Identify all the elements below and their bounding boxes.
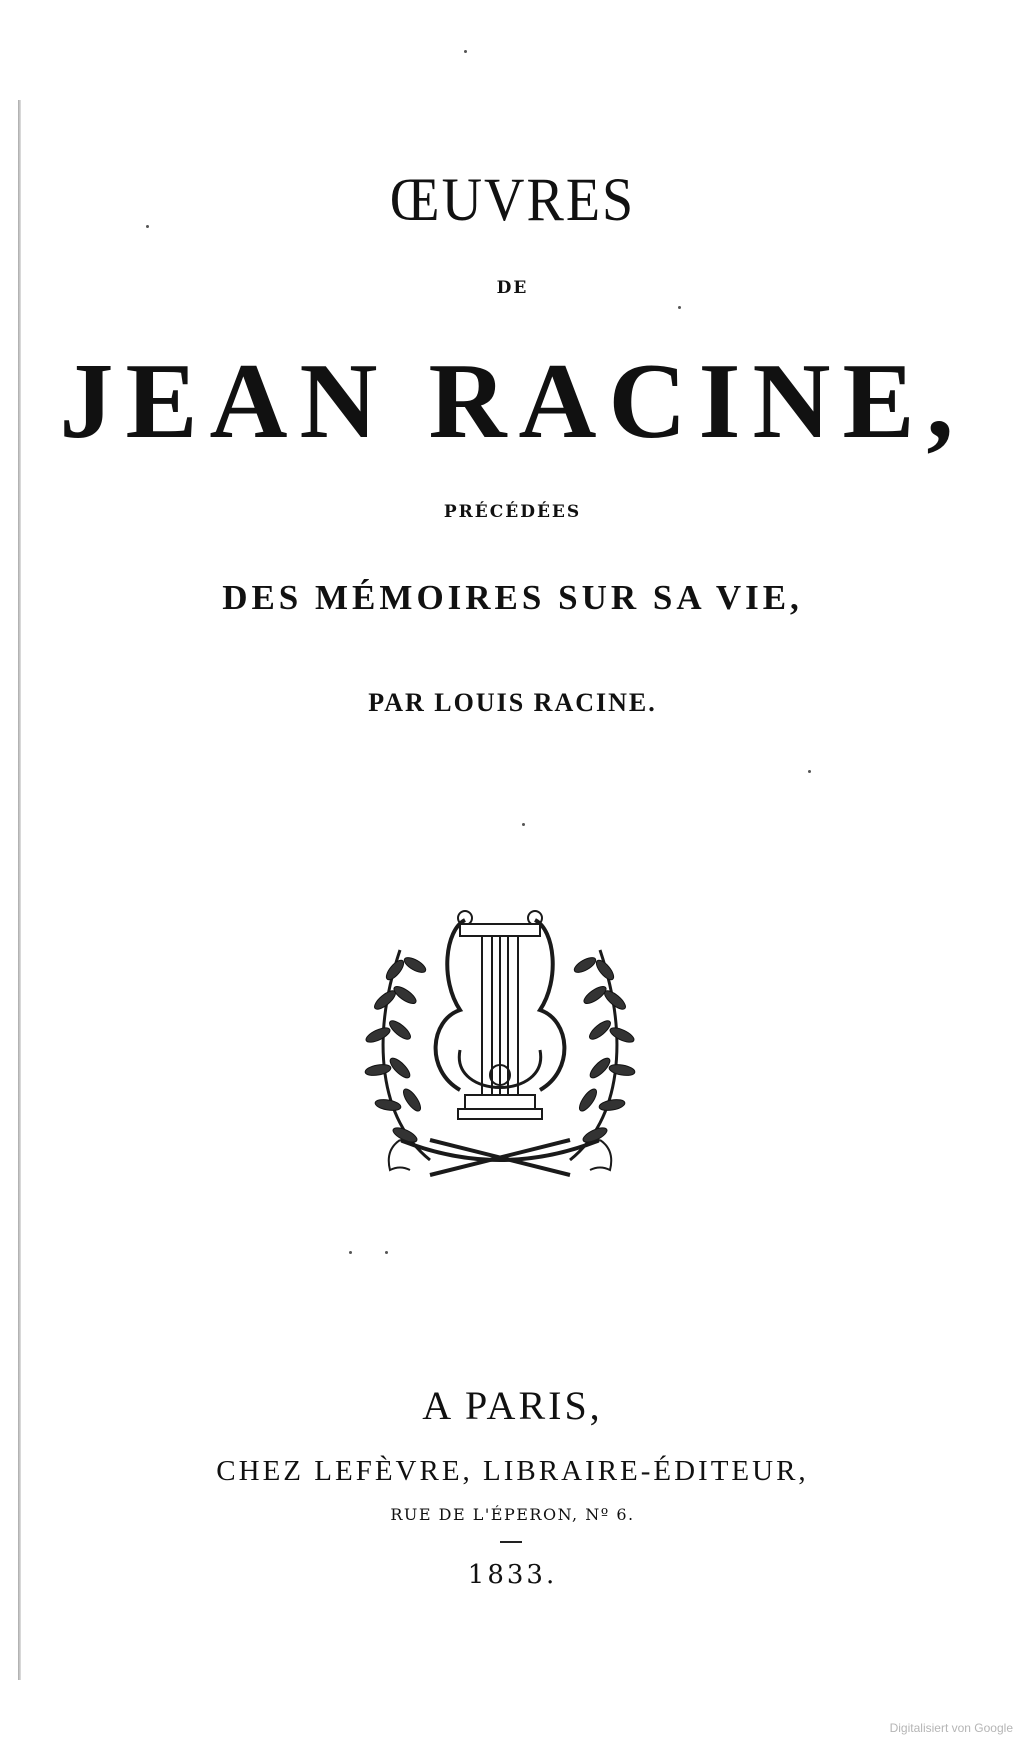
imprint-rule [500, 1541, 522, 1543]
scan-speck [385, 1251, 388, 1254]
lyre-with-laurel-wreath-icon [360, 890, 640, 1190]
title-de: DE [496, 278, 529, 298]
title-memoires: DES MÉMOIRES SUR SA VIE, [222, 578, 803, 617]
scan-speck [349, 1251, 352, 1254]
imprint-publisher: CHEZ LEFÈVRE, LIBRAIRE-ÉDITEUR, [216, 1455, 809, 1487]
scan-speck [678, 306, 681, 309]
scan-speck [808, 770, 811, 773]
binding-edge [18, 100, 21, 1680]
imprint-year: 1833. [467, 1560, 558, 1590]
digitization-watermark: Digitalisiert von Google [889, 1721, 1013, 1735]
scan-speck [146, 225, 149, 228]
title-oeuvres: ŒUVRES [389, 165, 636, 235]
scan-speck [464, 50, 467, 53]
title-precedees: PRÉCÉDÉES [443, 502, 582, 522]
scan-speck [522, 823, 525, 826]
author-name: JEAN RACINE, [59, 342, 966, 461]
title-attribution: PAR LOUIS RACINE. [368, 688, 657, 717]
imprint-city: A PARIS, [422, 1383, 603, 1428]
imprint-address: RUE DE L'ÉPERON, Nº 6. [390, 1505, 635, 1524]
